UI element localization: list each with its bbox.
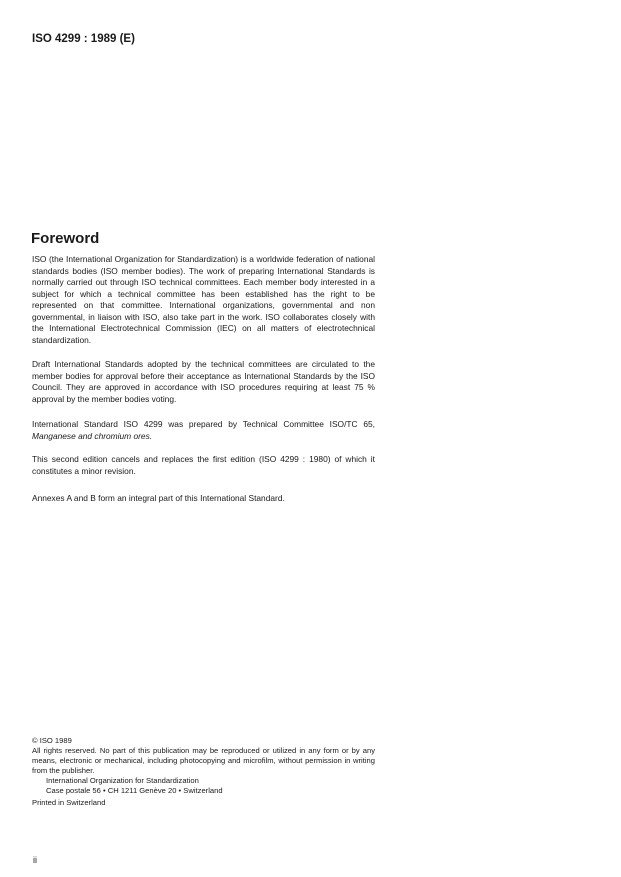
paragraph-text: This second edition cancels and replaces the first edition (ISO 4299 : 1980) of which it constitutes a minor revision. bbox=[32, 454, 375, 476]
section-title: Foreword bbox=[31, 230, 100, 247]
copyright-notice: © ISO 1989 bbox=[32, 736, 72, 745]
paragraph-text bbox=[32, 419, 375, 442]
page-number: ii bbox=[33, 855, 37, 865]
paragraph-text: Draft International Standards adopted by the technical committees are circulated to the member bodies for approval before their acceptance as International Standards by the ISO Council. They are approved in accordance with ISO procedures requiring at least 75 % approval by the member bodies voting. bbox=[32, 359, 375, 404]
organization-address: Case postale 56 • CH 1211 Genève 20 • Switzerland bbox=[46, 786, 223, 795]
paragraph-text: ISO (the International Organization for Standardization) is a worldwide federation of national standards bodies (ISO member bodies). The work of preparing International Standards is normally carried out through ISO technical committees. Each member body interested in a subject for which a technical committee has been established has the right to be represented on that committee. International organizations, governmental and non governmental, in liaison with ISO, also take part in the work. ISO collaborates closely with the International Electrotechnical Commission (IEC) on all matters of electrotechnical standardization. bbox=[32, 254, 375, 345]
committee-name: Manganese and chromium ores. bbox=[32, 430, 153, 441]
foreword-paragraph-5 bbox=[32, 493, 375, 505]
document-id-header: ISO 4299 : 1989 (E) bbox=[32, 33, 135, 45]
foreword-paragraph-4 bbox=[32, 454, 375, 477]
paragraph-text: Annexes A and B form an integral part of this International Standard. bbox=[32, 493, 285, 503]
foreword-paragraph-2 bbox=[32, 359, 375, 405]
organization-name: International Organization for Standardization bbox=[46, 776, 199, 785]
committee-statement: International Standard ISO 4299 was prepared by Technical Committee ISO/TC 65, bbox=[32, 419, 375, 429]
printed-location: Printed in Switzerland bbox=[32, 798, 106, 807]
rights-statement: All rights reserved. No part of this publication may be reproduced or utilized in any form or by any means, electronic or mechanical, including photocopying and microfilm, without permission in writing from the publisher. bbox=[32, 746, 375, 775]
foreword-paragraph-3 bbox=[32, 419, 375, 442]
copyright-footer bbox=[32, 736, 375, 808]
foreword-paragraph-1 bbox=[32, 254, 375, 346]
